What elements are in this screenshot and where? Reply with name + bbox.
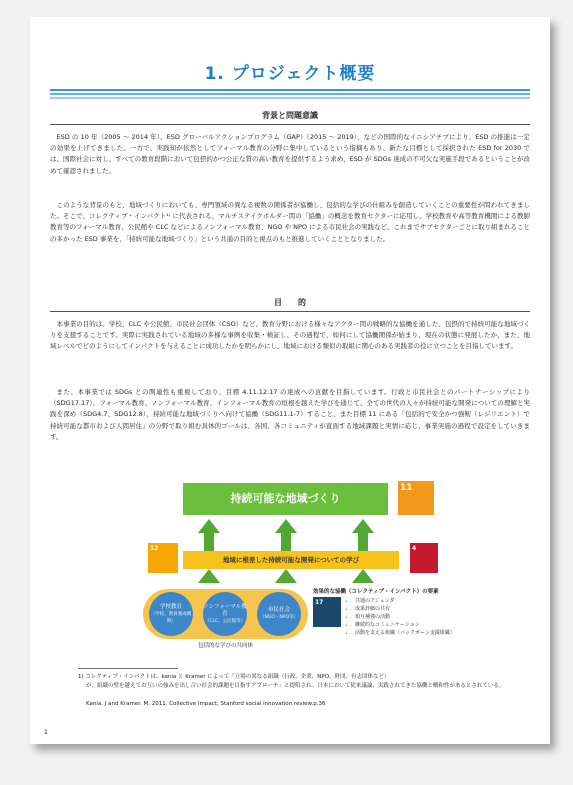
school-education-circle: 学校教育 （学校、教員養成機関） <box>149 592 193 636</box>
goal-banner: 持続可能な地域づくり <box>183 483 388 515</box>
civil-society-circle: 市民社会 （NGO・NPO等） <box>257 592 301 636</box>
list-item: • 活動を支える組織（バックボーン支援組織） <box>355 629 465 637</box>
sdg17-icon: 17 <box>313 597 341 627</box>
purpose-paragraph-1: 本事業の目的は、学校、CLC や公民館、市民社会団体（CSO）など、教育分野における様々なアクター間の戦略的な協働を通した、包摂的で持続可能な地域づくりを支援することです。実際に実践されている地域の多様な事例を収集・検証し、その過程で、如何にして協働関係が始まり、現在の状態に発展したか、また、地域レベルでどのようにしてインパクトを与えることに成功したかを明らかにし、地域における類似の取組に関心のある実践者の役に立つことを目指しています。 <box>50 320 530 351</box>
document-page <box>30 17 550 744</box>
list-item: • 相互補強の活動 <box>355 613 465 621</box>
up-arrow-icon <box>275 569 297 583</box>
section-heading-purpose: 目 的 <box>50 297 530 312</box>
up-arrow-icon <box>198 569 220 583</box>
background-paragraph-1: ESD の 10 年（2005 ～ 2014 年）、ESD グローバルアクションプログラム（GAP）（2015 ～ 2019）、などの国際的なイニシアチブにより、ESD の推進は一定の効果を上げてきました。一方で、実践知が依然としてフォーマル教育の分野に集中しているという指摘もあり、新たな目標として採択された ESD for 2030 では、国際社会に対し、すべての教育段階において包摂的かつ公正な質の高い教育を提供するよう求め、ESD が SDGs 達成の不可欠な実施手段であるということが改めて確認されました。 <box>50 133 530 175</box>
collab-list <box>347 597 465 637</box>
nonformal-education-circle: ノンフォーマル教育 （CLC、公民館等） <box>203 592 247 636</box>
collab-title: 効果的な協働（コレクティブ・インパクト）の要素 <box>313 589 439 595</box>
page-number: 1 <box>44 729 48 736</box>
page-title: 1. プロジェクト概要 <box>204 64 376 84</box>
learning-community-pool <box>143 589 308 639</box>
list-item: • 成果評価の共有 <box>355 605 465 613</box>
concept-diagram <box>128 479 455 659</box>
title-stripes <box>50 89 530 101</box>
list-item: • 継続的なコミュニケーション <box>355 621 465 629</box>
list-item: • 共通のアジェンダ <box>355 597 465 605</box>
purpose-paragraph-2: また、本事業では SDGs との関連性も重視しており、目標 4.11.12.17 の達成への貢献を目指しています。行政と市民社会とのパートナーシップにより（SDG17.17）、フォーマル教育、ノンフォーマル教育、インフォーマル教育の垣根を越えた学びを通じて、全ての世代の人々が持続可能な開発についての理解と実践を深め（SDG4.7、SDG12.8）、持続可能な地域づくりへ向けて協働（SDG11.1-7）すること、また目標 11 にある「包括的で安全かつ強靭（レジリエント）で持続可能な都市および人間居住」の分野で取り組む具体的ゴールは、各国、各コミュニティが直面する地域課題と実情に応じ、事業実施の過程で設定をしていきます。 <box>50 388 530 441</box>
background-paragraph-2: このような背景のもと、地域づくりにおいても、専門領域の異なる複数の関係者が協働し、包括的な学びの仕組みを創造していくことの重要性が問われてきました。そこで、コレクティブ・インパクト¹⁾ に代表される、マルチステイクホルダー間の「協働」の概念を教育セクターに応用し、学校教育や高等教育機関による教師教育等のフォーマル教育、公民館や CLC などによるノンフォーマル教育、NGO や NPO による市民社会の実践など、これまでサブセクターごとに取り組まれることの多かった ESD 事業を、「持続可能な地域づくり」という共通の目的と視点のもと推進していくこととなりました。 <box>50 201 530 243</box>
sdg12-icon: 12 <box>148 543 178 573</box>
sdg11-icon: 11 <box>398 481 434 515</box>
up-arrow-icon <box>352 569 374 583</box>
pool-label: 包括的な学びの共同体 <box>197 643 253 649</box>
collective-impact-box <box>313 587 455 636</box>
footnote-reference: Kania. J and Kramer. M. 2011. Collective Impact, Stanford social innovation review.p.36 <box>86 701 326 707</box>
up-arrow-icon <box>352 519 374 533</box>
up-arrow-icon <box>198 519 220 533</box>
footnote-rule <box>78 668 178 669</box>
sdg4-icon: 4 <box>410 543 438 573</box>
learning-bar: 地域に根差した持続可能な開発についての学び <box>183 551 399 569</box>
footnote: 1) コレクティブ・インパクトは、kania と Kramer によって「立場の異なる組織（行政、企業、NPO、財団、有志団体など） が、組織の壁を越えてお互いの強みを出し合い社会的課題を目指すアプローチ」と提唱され、日本において従来議論、実践されてきた協働と概和性があるとされている。 <box>78 674 505 689</box>
up-arrow-icon <box>275 519 297 533</box>
section-heading-background: 背景と問題意識 <box>50 110 530 125</box>
